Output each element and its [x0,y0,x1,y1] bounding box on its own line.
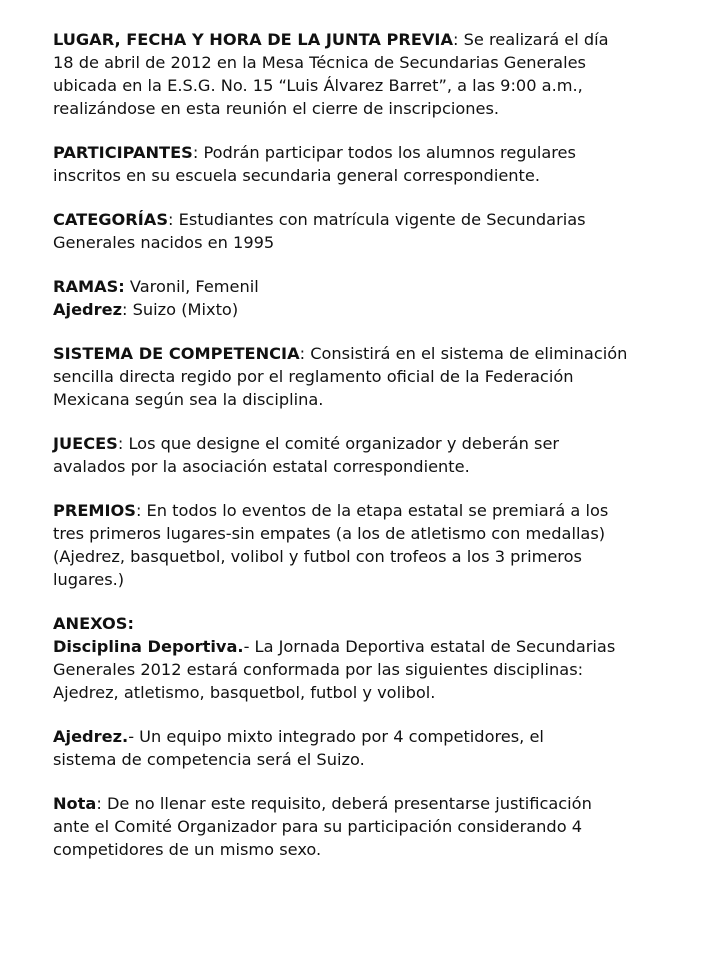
line: sistema de competencia será el Suizo. [53,750,365,769]
line: ubicada en la E.S.G. No. 15 “Luis Álvarez Barret”, a las 9:00 a.m., [53,76,583,95]
line [53,298,693,321]
heading-colon: : [452,30,459,49]
section-heading: Ajedrez [53,300,123,319]
line: realizándose en esta reunión el cierre de inscripciones. [53,99,500,118]
section-heading: JUECES [53,434,118,453]
line-text: Se realizará el día [458,30,609,49]
line: Generales 2012 estará conformada por las siguientes disciplinas: [53,660,584,679]
section-categorias [53,208,693,254]
heading-colon: : [167,210,174,229]
heading-colon: : [192,143,199,162]
line: Generales nacidos en 1995 [53,233,275,252]
section-ajedrez-equipo [53,725,693,771]
section-nota [53,792,693,861]
section-heading: LUGAR, FECHA Y HORA DE LA JUNTA PREVIA [53,30,453,49]
section-anexos [53,612,693,704]
line: ante el Comité Organizador para su participación considerando 4 [53,817,583,836]
line-text: De no llenar este requisito, deberá presentarse justificación [101,794,592,813]
heading-colon: : [96,794,102,813]
document-page [53,28,693,861]
section-participantes [53,141,693,187]
section-heading: Disciplina Deportiva. [53,637,244,656]
line-text: - Un equipo mixto integrado por 4 competidores, el [128,727,544,746]
line [53,499,693,522]
section-heading: Nota [53,794,97,813]
line: inscritos en su escuela secundaria general correspondiente. [53,166,540,185]
section-lugar [53,28,693,120]
heading-colon: : [299,344,306,363]
line-text: - La Jornada Deportiva estatal de Secundarias [243,637,616,656]
section-heading: SISTEMA DE COMPETENCIA [53,344,300,363]
section-heading: RAMAS: [53,277,125,296]
line [53,141,693,164]
line [53,725,693,748]
section-ramas [53,275,693,321]
line: competidores de un mismo sexo. [53,840,322,859]
line-text: Podrán participar todos los alumnos regulares [198,143,576,162]
line: tres primeros lugares-sin empates (a los de atletismo con medallas) [53,524,606,543]
section-heading: PREMIOS [53,501,136,520]
line-text: Consistirá en el sistema de eliminación [305,344,628,363]
line: 18 de abril de 2012 en la Mesa Técnica de Secundarias Generales [53,53,586,72]
line [53,635,693,658]
line: sencilla directa regido por el reglamento oficial de la Federación [53,367,574,386]
line [53,432,693,455]
section-premios [53,499,693,591]
line-text: En todos lo eventos de la etapa estatal se premiará a los [141,501,609,520]
line [53,208,693,231]
section-heading: Ajedrez. [53,727,129,746]
section-heading: ANEXOS: [53,614,134,633]
section-heading: CATEGORÍAS [53,210,168,229]
line-text: Los que designe el comité organizador y deberán ser [123,434,560,453]
section-sistema [53,342,693,411]
line-text: Estudiantes con matrícula vigente de Secundarias [173,210,586,229]
line [53,792,693,815]
line-text: Varonil, Femenil [124,277,259,296]
line: Ajedrez, atletismo, basquetbol, futbol y volibol. [53,683,436,702]
line [53,342,693,365]
line: Mexicana según sea la disciplina. [53,390,324,409]
line: avalados por la asociación estatal correspondiente. [53,457,470,476]
line [53,275,693,298]
section-jueces [53,432,693,478]
section-heading: PARTICIPANTES [53,143,193,162]
line [53,28,693,51]
line-text: Suizo (Mixto) [127,300,239,319]
line: (Ajedrez, basquetbol, volibol y futbol con trofeos a los 3 primeros [53,547,582,566]
heading-colon: : [117,434,124,453]
line: lugares.) [53,570,125,589]
heading-colon: : [122,300,128,319]
heading-colon: : [135,501,142,520]
